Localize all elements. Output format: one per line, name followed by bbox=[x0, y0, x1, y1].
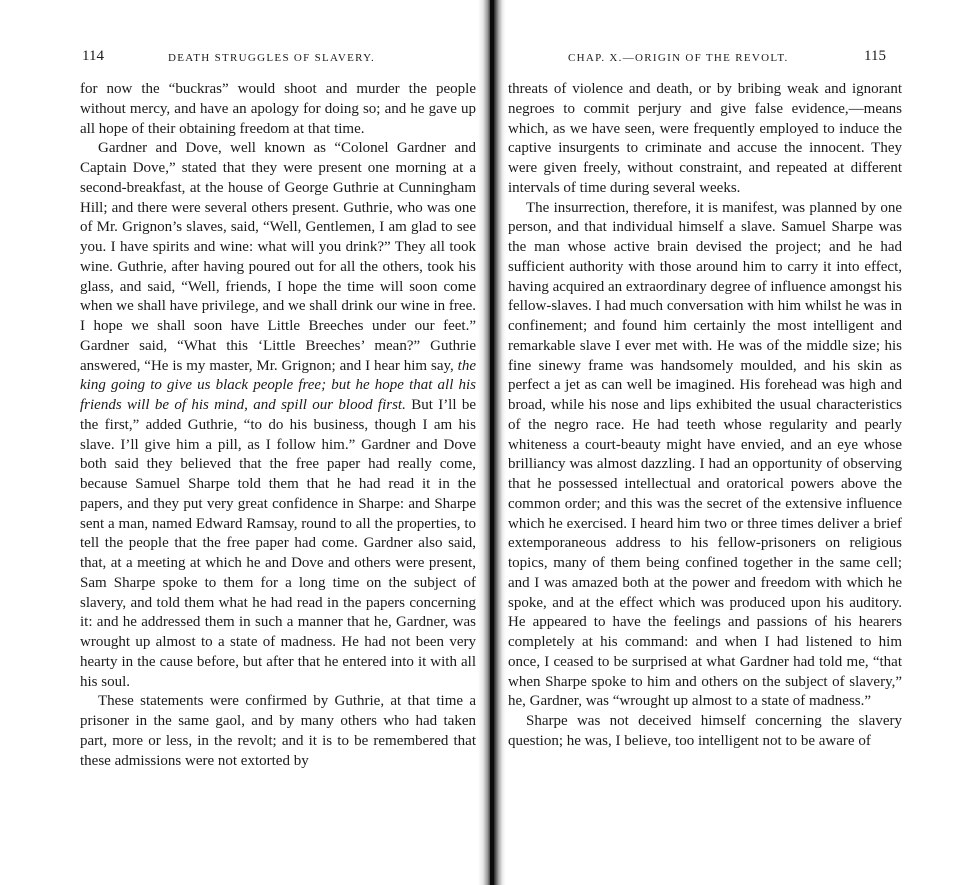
italic-quote: the king going to give us black people free; but he hope that all his friends will be of his mind, and spill our blood first. bbox=[80, 357, 476, 413]
text-run: Sharpe was not deceived himself concerning the slavery question; he was, I believe, too intelligent not to be aware of bbox=[508, 713, 902, 749]
paragraph bbox=[508, 199, 902, 713]
text-run: for now the “buckras” would shoot and murder the people without mercy, and have an apology for doing so; and he gave up all hope of their obtaining freedom at that time. bbox=[80, 81, 476, 137]
text-run: But I’ll be the first,” added Guthrie, “to do his business, though I am his slave. I’ll give him a pill, as I follow him.” Gardner and Dove both said they believed that the free paper had really come, because Samuel Sharpe told them that he had read it in the papers, and they put very great confidence in Sharpe: and Sharpe sent a man, named Edward Ramsay, round to all the properties, to tell the people that the free paper had come. Gardner also said, that, at a meeting at which he and Dove and others were present, Sam Sharpe spoke to them for a long time on the subject of slavery, and told them what he had read in the papers concerning it: and he addressed them in such a manner that he, Gardner, was wrought up almost to a state of madness. He had not been very hearty in the cause before, but after that he entered into it with all his soul. bbox=[80, 397, 477, 690]
body-text bbox=[508, 80, 902, 752]
text-run: These statements were confirmed by Guthrie, at that time a prisoner in the same gaol, and by many others who had taken part, more or less, in the revolt; and it is to be remembered that these admissions were not extorted by bbox=[80, 693, 476, 769]
paragraph bbox=[508, 80, 902, 199]
paragraph bbox=[80, 692, 476, 771]
paragraph bbox=[80, 139, 476, 692]
gutter-shadow bbox=[490, 0, 494, 885]
text-run: The insurrection, therefore, it is manifest, was planned by one person, and that individual himself a slave. Samuel Sharpe was the man whose active brain devised the project; and he had sufficient authority with those around him to carry it into effect, having acquired an extraordinary degree of influence amongst his fellow-slaves. I had much conversation with him whilst he was in confinement; and found him certainly the most intelligent and remarkable slave I ever met with. He was of the middle size; his fine sinewy frame was handsomely moulded, and his skin as perfect a jet as can well be imagined. His forehead was high and broad, while his nose and lips exhibited the usual characteristics of the negro race. He had teeth whose regularity and pearly whiteness a court-beauty might have envied, and an eye whose brilliancy was almost dazzling. I had an opportunity of observing that he possessed intellectual and oratorical powers above the common order; and this was the secret of the extensive influence which he exercised. I heard him two or three times deliver a brief extemporaneous address to his fellow-prisoners on religious topics, many of them being confined together in the same cell; and I was amazed both at the power and freedom with which he spoke, and at the effect which was produced upon his auditory. He appeared to have the feelings and passions of his hearers completely at his command: and when I had listened to him once, I ceased to be surprised at what Gardner had told me, “that when Sharpe spoke to him and others on the subject of slavery,” he, Gardner, was “wrought up almost to a state of madness.” bbox=[508, 199, 903, 710]
page-number: 115 bbox=[864, 48, 886, 64]
right-page bbox=[502, 0, 980, 885]
left-page bbox=[0, 0, 488, 885]
paragraph bbox=[508, 712, 902, 752]
text-run: Gardner and Dove, well known as “Colonel Gardner and Captain Dove,” stated that they were present one morning at a second-breakfast, at the house of George Guthrie at Cunningham Hill; and there were several others present. Guthrie, who was one of Mr. Grignon’s slaves, said, “Well, Gentlemen, I am glad to see you. I have spirits and wine: what will you drink?” They all took wine. Guthrie, after having poured out for all the others, took his glass, and said, “Well, friends, I hope the time will soon come when we shall have privilege, and we shall drink our wine in free. I hope we shall soon have Little Breeches under our feet.” Gardner said, “What this ‘Little Breeches’ mean?” Guthrie answered, “He is my master, Mr. Grignon; and I hear him say, bbox=[80, 140, 476, 374]
running-head: DEATH STRUGGLES OF SLAVERY. bbox=[168, 52, 376, 64]
paragraph bbox=[80, 80, 476, 139]
text-run: threats of violence and death, or by bribing weak and ignorant negroes to commit perjury and give false evidence,—means which, as we have seen, were frequently employed to induce the captive insurgents to criminate and accuse the innocent. They were given freely, without constraint, and repeated at different intervals of time during several weeks. bbox=[508, 81, 902, 196]
body-text bbox=[80, 80, 476, 771]
page-number: 114 bbox=[82, 48, 104, 64]
running-head: CHAP. X.—ORIGIN OF THE REVOLT. bbox=[568, 52, 789, 64]
